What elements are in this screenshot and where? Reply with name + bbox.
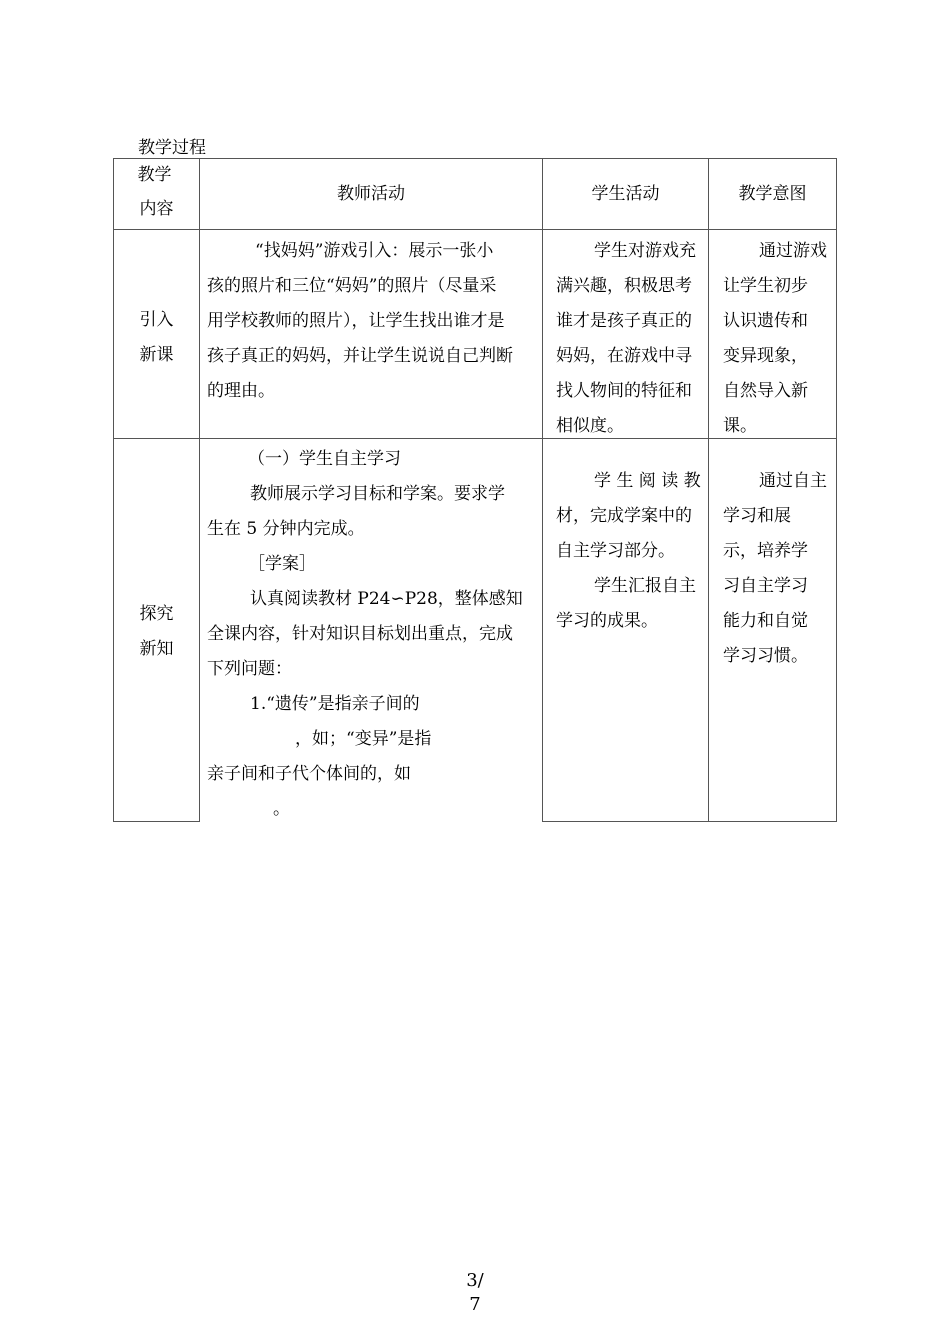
row1-content-line1: 引入 [139, 310, 174, 330]
row2-intent-line: 能力和自觉 [723, 611, 808, 631]
page-number-top: 3/ [466, 1270, 484, 1291]
row1-teacher-line: 孩的照片和三位“妈妈”的照片（尽量采 [207, 276, 497, 296]
table-col-divider-3 [708, 158, 709, 822]
header-content [114, 158, 199, 226]
row1-student-line: 相似度。 [556, 416, 624, 436]
row1-teacher-line: 孩子真正的妈妈，并让学生说说自己判断 [207, 346, 513, 366]
row2-student-line: 材，完成学案中的 [556, 506, 692, 526]
row2-intent-line: 示，培养学 [723, 541, 808, 561]
row1-teacher-line: 的理由。 [207, 381, 275, 401]
row2-teacher-line: 全课内容，针对知识目标划出重点，完成 [207, 624, 513, 644]
header-content-line2: 内容 [139, 199, 174, 219]
row2-content [114, 597, 199, 667]
row2-student-line: 自主学习部分。 [556, 541, 675, 561]
table-border-bottom-left [113, 821, 199, 822]
table-divider-header [113, 229, 837, 230]
row2-content-line2: 新知 [139, 639, 174, 659]
row1-intent [723, 234, 835, 444]
row1-student-line: 找人物间的特征和 [556, 381, 692, 401]
header-teacher: 教师活动 [337, 184, 405, 204]
row2-intent [723, 464, 835, 674]
row2-content-line1: 探究 [139, 604, 174, 624]
row2-student-line: 学习的成果。 [556, 611, 658, 631]
table-col-divider-2 [542, 158, 543, 822]
table-border-bottom-right [542, 821, 837, 822]
row1-content [114, 303, 199, 373]
row1-student-line: 满兴趣，积极思考 [556, 276, 692, 296]
row2-intent-line: 学习习惯。 [723, 646, 808, 666]
row1-teacher-activity [207, 234, 537, 409]
row1-intent-line: 让学生初步 [723, 276, 808, 296]
row1-student-line: 妈妈，在游戏中寻 [556, 346, 692, 366]
row1-intent-line: 课。 [723, 416, 757, 436]
table-border-right [836, 158, 837, 822]
row2-teacher-line: 生在 5 分钟内完成。 [207, 519, 365, 539]
table-border-left [113, 158, 114, 822]
table-border-top [113, 158, 837, 159]
row2-teacher-line: 。 [273, 799, 290, 819]
table-col-divider-1 [199, 158, 200, 822]
row2-student-line: 学 生 阅 读 教 [594, 471, 701, 491]
row1-student-line: 谁才是孩子真正的 [556, 311, 692, 331]
row2-teacher-line: 认真阅读教材 P24∽P28，整体感知 [250, 589, 523, 609]
header-student: 学生活动 [591, 184, 660, 204]
row2-intent-line: 通过自主 [759, 471, 827, 491]
row2-teacher-line: 亲子间和子代个体间的，如 [207, 764, 411, 784]
row1-content-line2: 新课 [139, 345, 174, 365]
header-content-line1: 教学 [137, 165, 172, 185]
row1-intent-line: 变异现象， [723, 346, 808, 366]
row1-teacher-line: “找妈妈”游戏引入：展示一张小 [255, 241, 494, 261]
row2-intent-line: 学习和展 [723, 506, 791, 526]
row2-teacher-line: 1.“遗传”是指亲子间的 [250, 694, 420, 714]
row2-teacher-line: 教师展示学习目标和学案。要求学 [250, 484, 505, 504]
row1-intent-line: 认识遗传和 [723, 311, 808, 331]
row1-intent-line: 自然导入新 [723, 381, 808, 401]
row1-intent-line: 通过游戏 [759, 241, 827, 261]
section-title: 教学过程 [138, 138, 206, 158]
row1-student-activity [556, 234, 706, 444]
row2-student-activity [556, 464, 706, 639]
row2-student-line: 学生汇报自主 [594, 576, 696, 596]
row1-teacher-line: 用学校教师的照片），让学生找出谁才是 [207, 311, 505, 331]
row2-teacher-activity [207, 442, 537, 827]
row1-student-line: 学生对游戏充 [594, 241, 696, 261]
row2-intent-line: 习自主学习 [723, 576, 808, 596]
header-intent: 教学意图 [738, 184, 807, 204]
page-number-bottom: 7 [469, 1294, 481, 1315]
row2-teacher-line: （一）学生自主学习 [248, 449, 401, 469]
row2-teacher-line: 下列问题： [207, 659, 292, 679]
row2-teacher-line: ，如；“变异”是指 [295, 729, 432, 749]
row2-teacher-line: ［学案］ [248, 554, 316, 574]
